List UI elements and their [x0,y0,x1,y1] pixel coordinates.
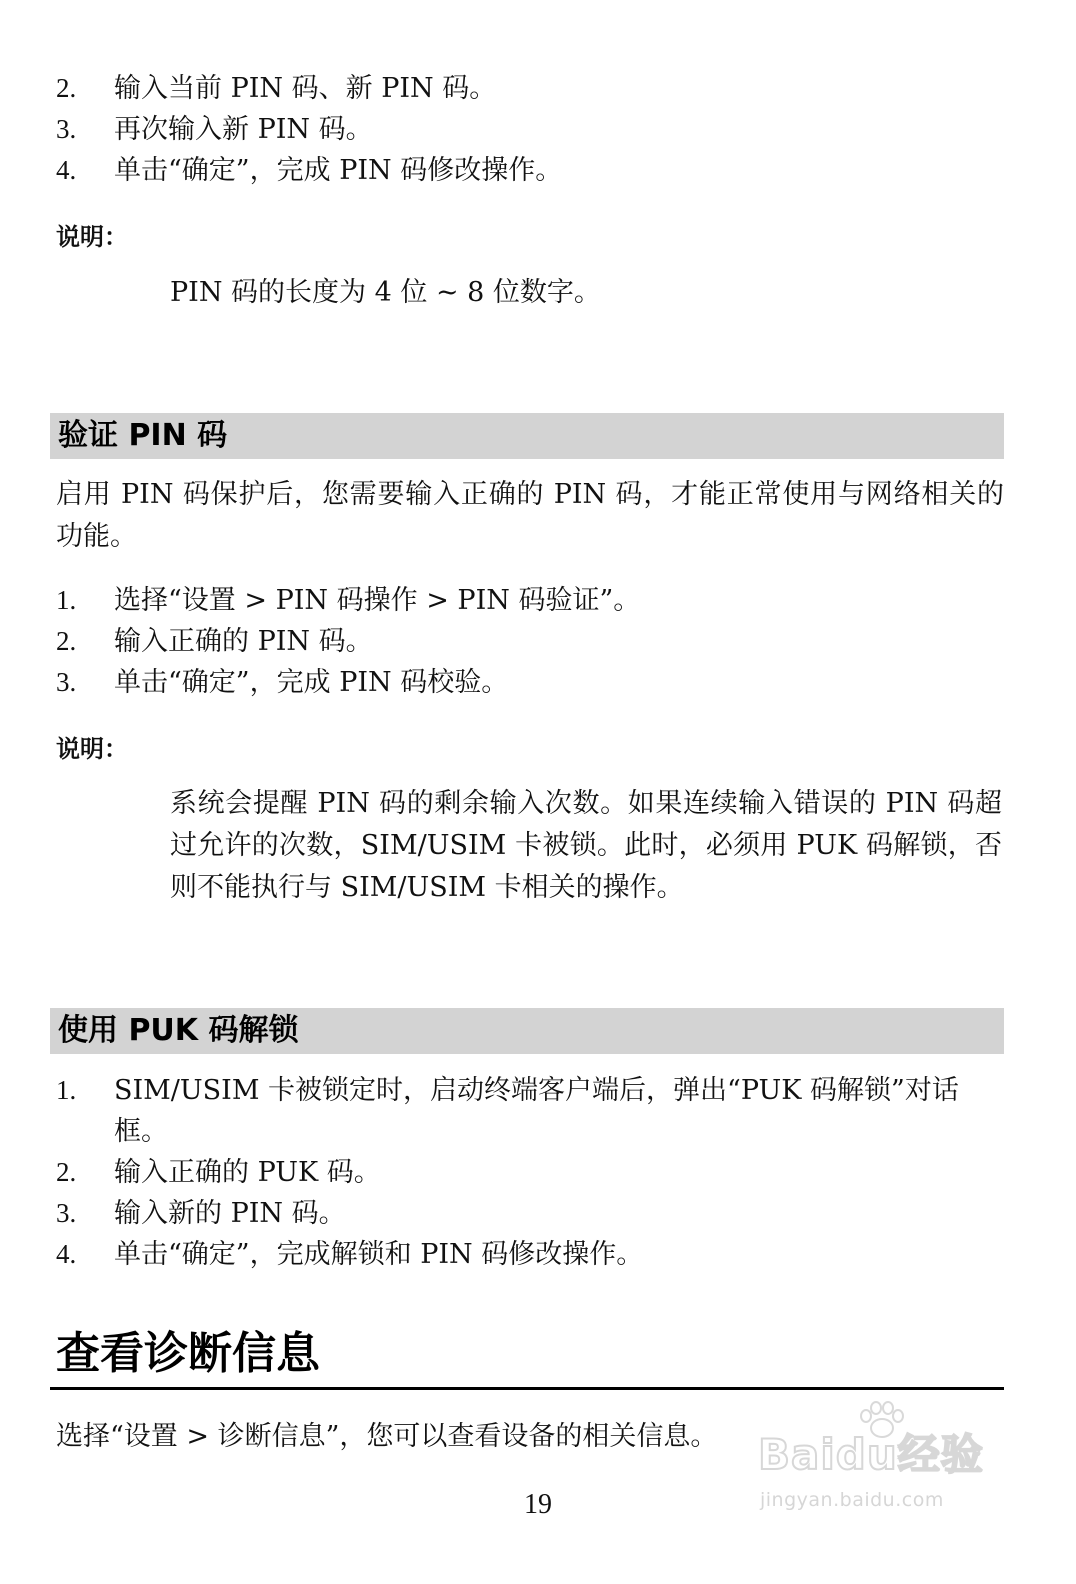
step-number: 3. [56,1198,77,1228]
step-number: 3. [56,114,77,144]
list-item [56,1070,1006,1152]
note-text: PIN 码的长度为 4 位 ~ 8 位数字。 [170,277,601,308]
step-number: 1. [56,585,77,615]
section-heading-puk-unlock [50,1008,1004,1054]
list-item [56,662,1006,703]
list-item [56,621,1006,662]
step-text: 输入新的 PIN 码。 [114,1198,346,1229]
chapter-divider [50,1387,1004,1390]
list-item [56,1193,1006,1234]
step-number: 4. [56,155,77,185]
list-item [56,150,1006,191]
step-number: 2. [56,1157,77,1187]
section-heading-verify-pin [50,413,1004,459]
list-item [56,1234,1006,1275]
step-text: 单击“确定”，完成解锁和 PIN 码修改操作。 [114,1239,644,1270]
list-item [56,109,1006,150]
step-number: 2. [56,626,77,656]
step-number: 3. [56,667,77,697]
step-text: 输入正确的 PIN 码。 [114,626,373,657]
page-number: 19 [524,1489,552,1520]
note-label: 说明： [56,223,128,251]
section-title: 使用 PUK 码解锁 [58,1013,299,1048]
baidu-watermark [752,1400,1012,1530]
step-number: 4. [56,1239,77,1269]
chapter-intro: 选择“设置 > 诊断信息”，您可以查看设备的相关信息。 [56,1421,718,1452]
step-number: 1. [56,1075,77,1105]
note-label: 说明： [56,735,128,763]
section-title: 验证 PIN 码 [58,418,228,453]
watermark-logo-text: Baidu经验 [758,1430,984,1479]
step-text: 再次输入新 PIN 码。 [114,114,373,145]
list-item [56,68,1006,109]
pin-verify-steps [56,580,1006,703]
step-number: 2. [56,73,77,103]
list-item [56,1152,1006,1193]
puk-unlock-steps [56,1070,1006,1275]
section-intro: 启用 PIN 码保护后，您需要输入正确的 PIN 码，才能正常使用与网络相关的功能。 [56,479,1004,552]
step-text: 单击“确定”，完成 PIN 码校验。 [114,667,509,698]
list-item [56,580,1006,621]
step-text: SIM/USIM 卡被锁定时，启动终端客户端后，弹出“PUK 码解锁”对话框。 [114,1075,959,1147]
chapter-title: 查看诊断信息 [56,1328,320,1379]
watermark-url: jingyan.baidu.com [760,1489,944,1511]
pin-change-steps [56,68,1006,191]
step-text: 选择“设置 > PIN 码操作 > PIN 码验证”。 [114,585,641,616]
step-text: 输入正确的 PUK 码。 [114,1157,381,1188]
step-text: 输入当前 PIN 码、新 PIN 码。 [114,73,497,104]
step-text: 单击“确定”，完成 PIN 码修改操作。 [114,155,563,186]
note-text: 系统会提醒 PIN 码的剩余输入次数。如果连续输入错误的 PIN 码超过允许的次数，SIM/USIM 卡被锁。此时，必须用 PUK 码解锁，否则不能执行与 SIM/USIM 卡相关的操作。 [170,788,1002,903]
